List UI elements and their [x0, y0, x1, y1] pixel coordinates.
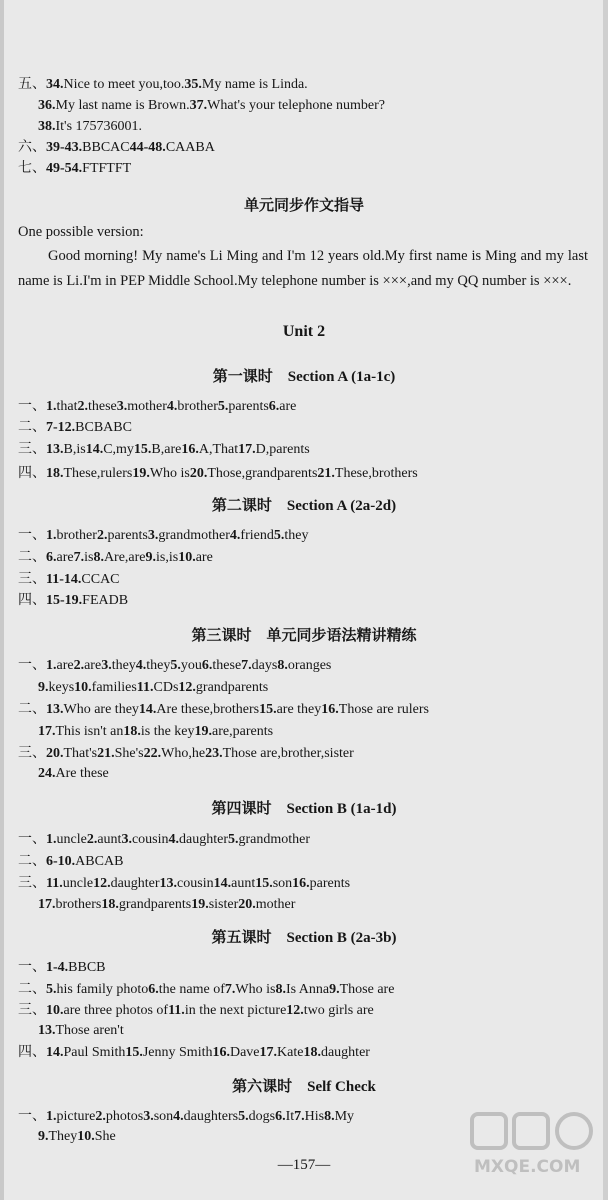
- question-number: 15-19.: [46, 593, 83, 608]
- row-prefix: 三、: [18, 442, 46, 457]
- question-number: 20.: [238, 897, 256, 912]
- answer-row: [18, 959, 106, 977]
- answer-text: daughter: [179, 832, 228, 847]
- answer-text: picture: [56, 1109, 96, 1124]
- question-number: 3.: [121, 832, 132, 847]
- section-title-2: 第二课时 Section A (2a-2d): [211, 498, 397, 514]
- question-number: 15.: [133, 442, 152, 457]
- answer-text: daughter: [320, 1045, 370, 1060]
- answer-text: grandparents: [118, 897, 192, 912]
- question-number: 7-12.: [46, 420, 76, 435]
- answer-text: It: [285, 1109, 295, 1124]
- answer-text: brothers: [55, 897, 102, 912]
- answer-row: [18, 875, 350, 893]
- answer-text: sister: [208, 897, 239, 912]
- answer-text: B,is: [63, 442, 86, 457]
- answer-row: [38, 723, 273, 741]
- answer-text: Who,he: [161, 746, 206, 761]
- section-title-6: 第六课时 Self Check: [232, 1079, 376, 1095]
- answer-line-38: 38.It's 175736001.: [38, 119, 143, 134]
- question-number: 13.: [46, 442, 64, 457]
- answer-text: D,parents: [255, 442, 310, 457]
- answer-text: days: [251, 658, 278, 673]
- answer-text: keys: [48, 680, 75, 695]
- question-number: 11.: [168, 1003, 185, 1018]
- answer-text: Paul Smith: [63, 1045, 126, 1060]
- question-number: 16.: [212, 1045, 230, 1060]
- question-number: 13.: [46, 702, 64, 717]
- question-number: 15.: [259, 702, 277, 717]
- answer-row: [18, 1108, 354, 1126]
- question-number: 10.: [178, 550, 196, 565]
- question-number: 18.: [101, 897, 119, 912]
- answer-text: cousin: [131, 832, 169, 847]
- question-number: 6.: [148, 982, 159, 997]
- question-number: 3.: [116, 399, 128, 414]
- answer-text: they: [284, 528, 309, 543]
- answer-text: the name of: [158, 982, 225, 997]
- answer-text: are: [56, 658, 74, 673]
- answer-text: Those are rulers: [338, 702, 429, 717]
- row-prefix: 一、: [18, 399, 46, 414]
- answer-text: Who is: [149, 466, 190, 481]
- answer-text: mother: [255, 897, 296, 912]
- answer-text: Are these,brothers: [156, 702, 260, 717]
- answer-line-34-35: 五、34.Nice to meet you,too.35.My name is Linda.: [18, 77, 308, 92]
- question-number: 12.: [286, 1003, 304, 1018]
- answer-text: are: [279, 399, 297, 414]
- question-number: 5.: [227, 832, 239, 847]
- answer-text: parents: [228, 399, 269, 414]
- question-number: 17.: [259, 1045, 278, 1060]
- question-number: 5.: [46, 982, 57, 997]
- question-number: 20.: [46, 746, 64, 761]
- answer-row: [18, 831, 310, 849]
- question-number: 21.: [97, 746, 115, 761]
- answer-text: She: [94, 1129, 116, 1144]
- question-number: 12.: [93, 876, 111, 891]
- question-number: 4.: [168, 832, 179, 847]
- row-prefix: 二、: [18, 982, 46, 997]
- answer-text: That's: [63, 746, 98, 761]
- answer-row: [18, 1044, 370, 1062]
- question-number: 23.: [205, 746, 223, 761]
- answer-text: is: [84, 550, 94, 565]
- row-prefix: 一、: [18, 960, 46, 975]
- answer-text: B,are: [151, 442, 182, 457]
- answer-text: Jenny Smith: [142, 1045, 213, 1060]
- row-prefix: 四、: [18, 1045, 46, 1060]
- question-number: 22.: [143, 746, 162, 761]
- question-number: 14.: [138, 702, 157, 717]
- question-number: 9.: [329, 982, 340, 997]
- row-prefix: 一、: [18, 832, 46, 847]
- watermark-text: MXQE.COM: [474, 1157, 581, 1177]
- answer-row: [18, 853, 123, 871]
- question-number: 12.: [178, 680, 196, 695]
- answer-text: Those are: [339, 982, 395, 997]
- question-number: 5.: [238, 1109, 249, 1124]
- answer-text: Those,grandparents: [207, 466, 318, 481]
- answer-text: are,parents: [212, 724, 274, 739]
- question-number: 11.: [46, 876, 63, 891]
- question-number: 19.: [191, 897, 209, 912]
- row-prefix: 三、: [18, 876, 46, 891]
- answer-text: These,brothers: [334, 466, 418, 481]
- answer-row: [18, 398, 296, 416]
- answer-text: is,is: [156, 550, 179, 565]
- answer-text: oranges: [287, 658, 332, 673]
- row-prefix: 二、: [18, 702, 46, 717]
- answer-text: grandparents: [195, 680, 269, 695]
- question-number: 4.: [166, 399, 178, 414]
- answer-text: Are these: [55, 766, 109, 781]
- answer-line-36-37: 36.My last name is Brown.37.What's your telephone number?: [38, 98, 386, 113]
- question-number: 7.: [73, 550, 85, 565]
- answer-text: daughters: [183, 1109, 239, 1124]
- answer-text: Is Anna: [285, 982, 330, 997]
- unit-title: Unit 2: [282, 323, 326, 340]
- question-number: 8.: [324, 1109, 335, 1124]
- page-number: —157—: [277, 1157, 331, 1173]
- question-number: 2.: [95, 1109, 106, 1124]
- question-number: 1.: [46, 399, 57, 414]
- writing-sample-text: Good morning! My name's Li Ming and I'm 12 years old.My first name is Ming and my last name is Li.I'm in PEP Middle School.My telephone number is ×××,and my QQ number is ×××.: [18, 248, 588, 289]
- question-number: 18.: [303, 1045, 321, 1060]
- section-title-5: 第五课时 Section B (2a-3b): [211, 930, 397, 946]
- writing-sample: [18, 244, 588, 294]
- answer-text: Who is: [235, 982, 276, 997]
- section-title-1: 第一课时 Section A (1a-1c): [212, 369, 396, 385]
- answer-text: brother: [177, 399, 218, 414]
- answer-row: [18, 549, 213, 567]
- row-prefix: 一、: [18, 658, 46, 673]
- question-number: 3.: [147, 528, 159, 543]
- answer-text: friend: [240, 528, 274, 543]
- answer-text: son: [272, 876, 293, 891]
- answer-text: they: [111, 658, 136, 673]
- question-number: 15.: [125, 1045, 143, 1060]
- question-number: 6.: [268, 399, 280, 414]
- question-number: 7.: [241, 658, 252, 673]
- question-number: 10.: [74, 680, 92, 695]
- row-prefix: 一、: [18, 1109, 46, 1124]
- question-number: 9.: [145, 550, 157, 565]
- question-number: 19.: [132, 466, 150, 481]
- answer-row: [18, 1002, 374, 1020]
- question-number: 2.: [73, 658, 85, 673]
- question-number: 13.: [38, 1023, 56, 1038]
- page-edge-right: [603, 0, 608, 1200]
- answer-text: dogs: [248, 1109, 276, 1124]
- question-number: 21.: [317, 466, 335, 481]
- row-prefix: 四、: [18, 593, 46, 608]
- answer-text: mother: [127, 399, 167, 414]
- question-number: 3.: [143, 1109, 154, 1124]
- answer-text: these: [212, 658, 242, 673]
- answer-text: are: [84, 658, 102, 673]
- answer-text: in the next picture: [184, 1003, 287, 1018]
- answer-row: [18, 592, 128, 610]
- answer-text: two girls are: [303, 1003, 374, 1018]
- answer-text: C,my: [103, 442, 134, 457]
- question-number: 5.: [217, 399, 229, 414]
- question-number: 16.: [321, 702, 339, 717]
- answer-text: His: [304, 1109, 325, 1124]
- answer-text: uncle: [62, 876, 94, 891]
- answer-row: [18, 571, 120, 589]
- question-number: 1.: [46, 1109, 57, 1124]
- question-number: 17.: [238, 442, 256, 457]
- question-number: 8.: [275, 982, 286, 997]
- answer-row: [38, 1022, 124, 1040]
- answer-text: these: [88, 399, 117, 414]
- question-number: 2.: [86, 832, 98, 847]
- answer-text: is the key: [140, 724, 195, 739]
- question-number: 7.: [294, 1109, 305, 1124]
- question-number: 5.: [273, 528, 285, 543]
- row-prefix: 二、: [18, 854, 46, 869]
- answer-row: [38, 679, 268, 697]
- question-number: 15.: [255, 876, 273, 891]
- answer-text: This isn't an: [55, 724, 124, 739]
- answer-text: are: [195, 550, 213, 565]
- question-number: 4.: [135, 658, 147, 673]
- answer-text: that: [56, 399, 78, 414]
- answer-text: they: [146, 658, 171, 673]
- row-prefix: 二、: [18, 550, 46, 565]
- answer-text: his family photo: [56, 982, 149, 997]
- question-number: 6.: [201, 658, 213, 673]
- answer-row: [38, 1128, 116, 1146]
- question-number: 17.: [38, 724, 56, 739]
- writing-label: One possible version:: [18, 224, 144, 240]
- question-number: 2.: [77, 399, 88, 414]
- answer-row: [18, 419, 132, 437]
- answer-text: These,rulers: [63, 466, 133, 481]
- question-number: 24.: [38, 766, 56, 781]
- answer-text: son: [153, 1109, 174, 1124]
- answer-row: [18, 701, 429, 719]
- answer-row: [18, 441, 310, 459]
- answer-text: Those are,brother,sister: [222, 746, 354, 761]
- answer-text: photos: [105, 1109, 144, 1124]
- row-prefix: 四、: [18, 466, 46, 481]
- answer-text: They: [48, 1129, 78, 1144]
- answer-text: brother: [56, 528, 97, 543]
- question-number: 11-14.: [46, 572, 82, 587]
- question-number: 10.: [46, 1003, 64, 1018]
- answer-text: aunt: [231, 876, 256, 891]
- answer-text: you: [180, 658, 202, 673]
- writing-guide-title: 单元同步作文指导: [243, 198, 364, 214]
- answer-text: aunt: [97, 832, 122, 847]
- answer-text: A,That: [198, 442, 239, 457]
- question-number: 7.: [224, 982, 236, 997]
- answer-text: grandmother: [238, 832, 311, 847]
- answer-text: Are,are: [103, 550, 146, 565]
- question-number: 5.: [170, 658, 181, 673]
- row-prefix: 三、: [18, 1003, 46, 1018]
- question-number: 1.: [46, 528, 57, 543]
- row-prefix: 三、: [18, 572, 46, 587]
- answer-text: Who are they: [63, 702, 139, 717]
- answer-row: [18, 981, 394, 999]
- watermark-logo-icon: [468, 1110, 598, 1180]
- question-number: 14.: [213, 876, 232, 891]
- answer-text: Kate: [277, 1045, 304, 1060]
- answer-text: are: [56, 550, 74, 565]
- section-title-3: 第三课时 单元同步语法精讲精练: [191, 628, 417, 644]
- page-edge-left: [0, 0, 4, 1200]
- answer-text: uncle: [56, 832, 87, 847]
- question-number: 13.: [159, 876, 178, 891]
- question-number: 14.: [46, 1045, 64, 1060]
- question-number: 6-10.: [46, 854, 76, 869]
- question-number: 1-4.: [46, 960, 69, 975]
- answer-row: [18, 527, 308, 545]
- question-number: 8.: [277, 658, 288, 673]
- row-prefix: 三、: [18, 746, 46, 761]
- question-number: 6.: [275, 1109, 286, 1124]
- question-number: 1.: [46, 832, 57, 847]
- question-number: 4.: [229, 528, 241, 543]
- answer-text: families: [91, 680, 137, 695]
- answer-row: [18, 657, 331, 675]
- answer-text: grandmother: [158, 528, 230, 543]
- answer-text: parents: [309, 876, 351, 891]
- question-number: 4.: [173, 1109, 184, 1124]
- question-number: 2.: [96, 528, 108, 543]
- answer-text: BBCB: [68, 960, 106, 975]
- answer-row: [38, 896, 295, 914]
- question-number: 6.: [46, 550, 57, 565]
- answer-text: are three photos of: [63, 1003, 169, 1018]
- question-number: 10.: [77, 1129, 95, 1144]
- answer-text: My: [334, 1109, 355, 1124]
- row-prefix: 一、: [18, 528, 46, 543]
- answer-text: cousin: [177, 876, 214, 891]
- answer-text: BCBABC: [75, 420, 132, 435]
- answer-text: daughter: [110, 876, 160, 891]
- row-prefix: 二、: [18, 420, 46, 435]
- question-number: 18.: [123, 724, 141, 739]
- answer-row: [18, 745, 354, 763]
- answer-text: CCAC: [81, 572, 120, 587]
- answer-text: Those aren't: [55, 1023, 124, 1038]
- section-title-4: 第四课时 Section B (1a-1d): [211, 801, 397, 817]
- answer-text: She's: [114, 746, 144, 761]
- question-number: 11.: [136, 680, 154, 695]
- question-number: 14.: [85, 442, 104, 457]
- answer-line-49-54: 七、49-54.FTFTFT: [18, 161, 132, 176]
- question-number: 18.: [46, 466, 64, 481]
- answer-text: parents: [107, 528, 148, 543]
- question-number: 19.: [194, 724, 213, 739]
- question-number: 17.: [38, 897, 56, 912]
- answer-text: CDs: [153, 680, 179, 695]
- question-number: 16.: [292, 876, 310, 891]
- question-number: 9.: [38, 680, 49, 695]
- answer-text: FEADB: [82, 593, 129, 608]
- answer-text: are they: [276, 702, 322, 717]
- answer-text: ABCAB: [75, 854, 124, 869]
- question-number: 20.: [189, 466, 208, 481]
- answer-line-39-48: 六、39-43.BBCAC44-48.CAABA: [18, 140, 215, 155]
- question-number: 9.: [38, 1129, 49, 1144]
- answer-row: [38, 765, 109, 783]
- question-number: 1.: [46, 658, 57, 673]
- question-number: 3.: [101, 658, 112, 673]
- question-number: 16.: [181, 442, 199, 457]
- answer-text: Dave: [229, 1045, 260, 1060]
- question-number: 8.: [93, 550, 104, 565]
- answer-row: [18, 465, 418, 483]
